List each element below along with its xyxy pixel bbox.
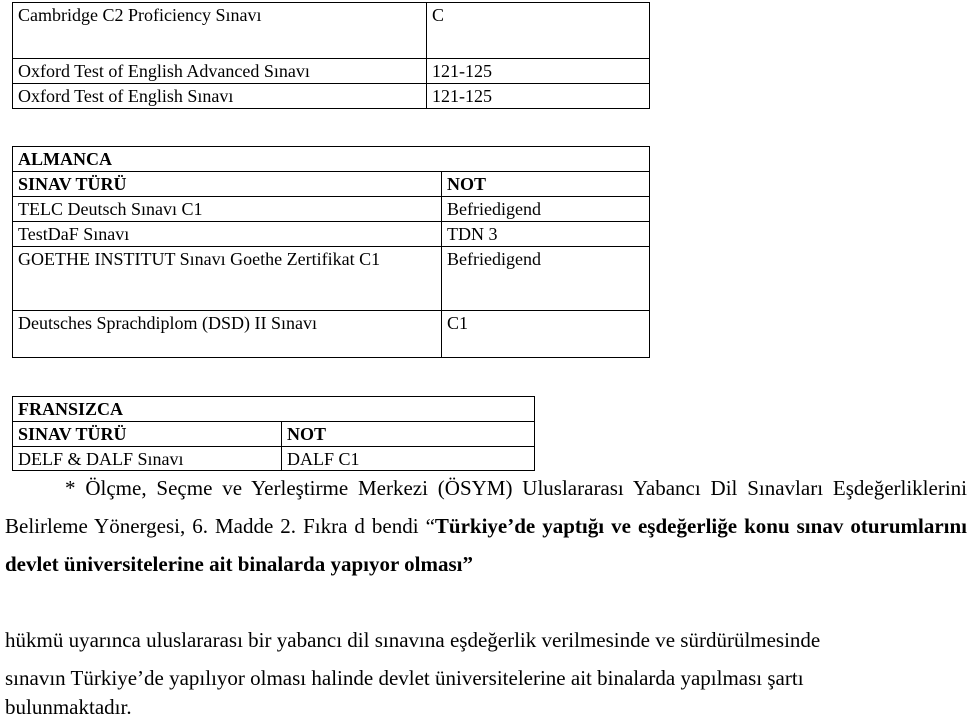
exam-cell: GOETHE INSTITUT Sınavı Goethe Zertifikat C1: [13, 247, 442, 311]
score-cell: 121-125: [427, 84, 650, 109]
table-title-row: [13, 397, 535, 422]
footnote-emphasis-1: Türkiye’de yaptığı ve: [434, 514, 631, 538]
score-cell: C1: [442, 311, 650, 358]
exam-cell: TELC Deutsch Sınavı C1: [13, 197, 442, 222]
score-cell: Befriedigend: [442, 247, 650, 311]
exam-cell: TestDaF Sınavı: [13, 222, 442, 247]
table-row: [13, 84, 650, 109]
footnote-line-5: sınavın Türkiye’de yapılıyor olması halinde devlet üniversitelerine ait binalarda yapılması şartı: [5, 666, 804, 690]
table-title: ALMANCA: [13, 147, 650, 172]
footnote-line-1: * Ölçme, Seçme ve Yerleştirme Merkezi (ÖSYM) Uluslararası Yabancı Dil Sınavları: [65, 476, 824, 500]
exam-cell: Oxford Test of English Advanced Sınavı: [13, 59, 427, 84]
table-row: [13, 3, 650, 59]
footnote-paragraph: [5, 469, 967, 583]
table-header-row: [13, 422, 535, 447]
score-cell: TDN 3: [442, 222, 650, 247]
table-row: [13, 247, 650, 311]
footnote-emphasis-2: eşdeğerliğe konu sınav oturumlarını devlet üniversitelerine ait binalarda yapıyor olması”: [5, 514, 968, 576]
table-header-row: [13, 172, 650, 197]
table-row: [13, 311, 650, 358]
table-row: [13, 222, 650, 247]
exam-cell: Oxford Test of English Sınavı: [13, 84, 427, 109]
exam-cell: DELF & DALF Sınavı: [13, 447, 282, 471]
table-title: FRANSIZCA: [13, 397, 535, 422]
score-cell: C: [427, 3, 650, 59]
german-exam-table: [12, 146, 650, 358]
english-exam-table: [12, 2, 650, 109]
header-exam-type: SINAV TÜRÜ: [13, 172, 442, 197]
score-cell: DALF C1: [282, 447, 535, 471]
footnote-line-6: bulunmaktadır.: [5, 695, 132, 719]
table-title-row: [13, 147, 650, 172]
score-cell: Befriedigend: [442, 197, 650, 222]
header-score: NOT: [442, 172, 650, 197]
exam-cell: Deutsches Sprachdiplom (DSD) II Sınavı: [13, 311, 442, 358]
table-row: [13, 197, 650, 222]
table-row: [13, 447, 535, 471]
header-score: NOT: [282, 422, 535, 447]
table-row: [13, 59, 650, 84]
french-exam-table: [12, 396, 535, 471]
score-cell: 121-125: [427, 59, 650, 84]
header-exam-type: SINAV TÜRÜ: [13, 422, 282, 447]
exam-cell: Cambridge C2 Proficiency Sınavı: [13, 3, 427, 59]
footnote-line-2: Eşdeğerliklerini Belirleme Yönergesi, 6. Madde 2. Fıkra d bendi “: [5, 476, 967, 538]
footnote-line-4: hükmü uyarınca uluslararası bir yabancı dil sınavına eşdeğerlik verilmesinde ve sürdürülmesinde: [5, 628, 821, 652]
